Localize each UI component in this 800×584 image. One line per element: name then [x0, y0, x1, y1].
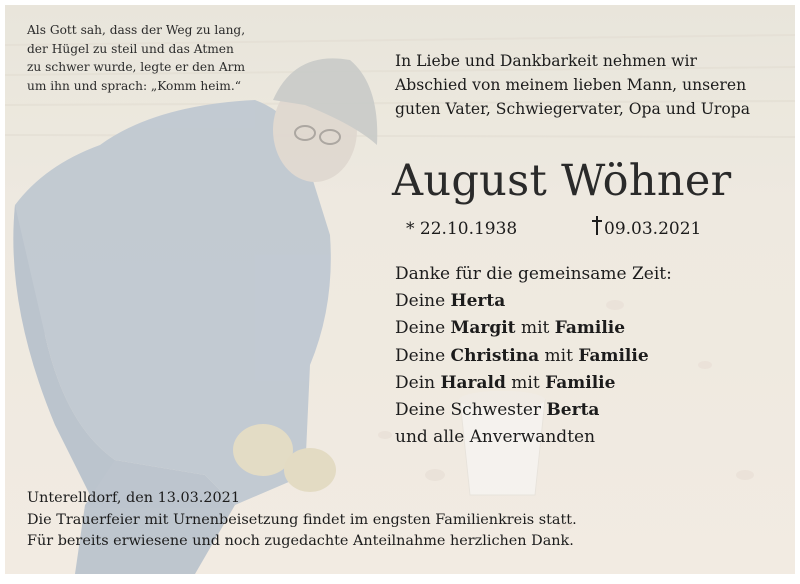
poem-line: zu schwer wurde, legte er den Arm	[27, 60, 246, 74]
poem-line: um ihn und sprach: „Komm heim.“	[27, 78, 241, 93]
cross-icon	[591, 216, 603, 236]
mourner-name: Margit	[450, 318, 516, 339]
mourner-name: Herta	[450, 291, 506, 312]
mourner-line	[395, 370, 785, 397]
poem	[27, 21, 287, 95]
mourner-line	[395, 343, 785, 370]
mourner-prefix: Deine	[395, 345, 446, 366]
mourner-with: mit	[520, 318, 550, 339]
deceased-name: August Wöhner	[392, 156, 732, 206]
mourner-line	[395, 315, 785, 342]
poem-line: Als Gott sah, dass der Weg zu lang,	[27, 23, 246, 37]
mourner-name: Harald	[440, 372, 506, 393]
mourner-prefix: Deine	[395, 318, 446, 339]
farewell-intro	[395, 49, 785, 121]
footer	[27, 488, 787, 553]
poem-line: der Hügel zu steil und das Atmen	[27, 41, 234, 56]
mourner-line	[395, 288, 785, 315]
ceremony-note: Die Trauerfeier mit Urnenbeisetzung findet im engsten Familienkreis statt.	[27, 511, 577, 528]
mourner-name: Christina	[450, 345, 540, 366]
place-date: Unterelldorf, den 13.03.2021	[27, 490, 240, 506]
death-date-value: 09.03.2021	[604, 219, 702, 239]
mourner-with: mit	[511, 372, 540, 393]
obituary-notice	[5, 5, 795, 574]
intro-line: Abschied von meinem lieben Mann, unseren	[395, 76, 747, 94]
death-date	[591, 215, 701, 243]
intro-line: In Liebe und Dankbarkeit nehmen wir	[395, 52, 697, 70]
intro-line: guten Vater, Schwiegervater, Opa und Uropa	[395, 100, 751, 118]
birth-date	[406, 215, 517, 243]
gratitude-note: Für bereits erwiesene und noch zugedachte Anteilnahme herzlichen Dank.	[27, 533, 574, 549]
mourner-prefix: Deine	[395, 291, 446, 312]
life-dates	[406, 215, 726, 243]
mourner-with: mit	[544, 345, 573, 366]
birth-star-icon: *	[406, 219, 415, 239]
thanks-heading: Danke für die gemeinsame Zeit:	[395, 264, 672, 284]
mourner-name: Berta	[546, 400, 600, 421]
thanks-block	[395, 261, 785, 451]
mourner-line	[395, 397, 785, 424]
mourner-family: Familie	[545, 372, 616, 393]
mourner-family: Familie	[554, 318, 626, 339]
mourner-prefix: Deine Schwester	[395, 400, 542, 421]
birth-date-value: 22.10.1938	[419, 219, 518, 239]
mourner-prefix: Dein	[395, 372, 436, 393]
thanks-closing: und alle Anverwandten	[395, 427, 596, 448]
mourner-family: Familie	[578, 345, 649, 366]
